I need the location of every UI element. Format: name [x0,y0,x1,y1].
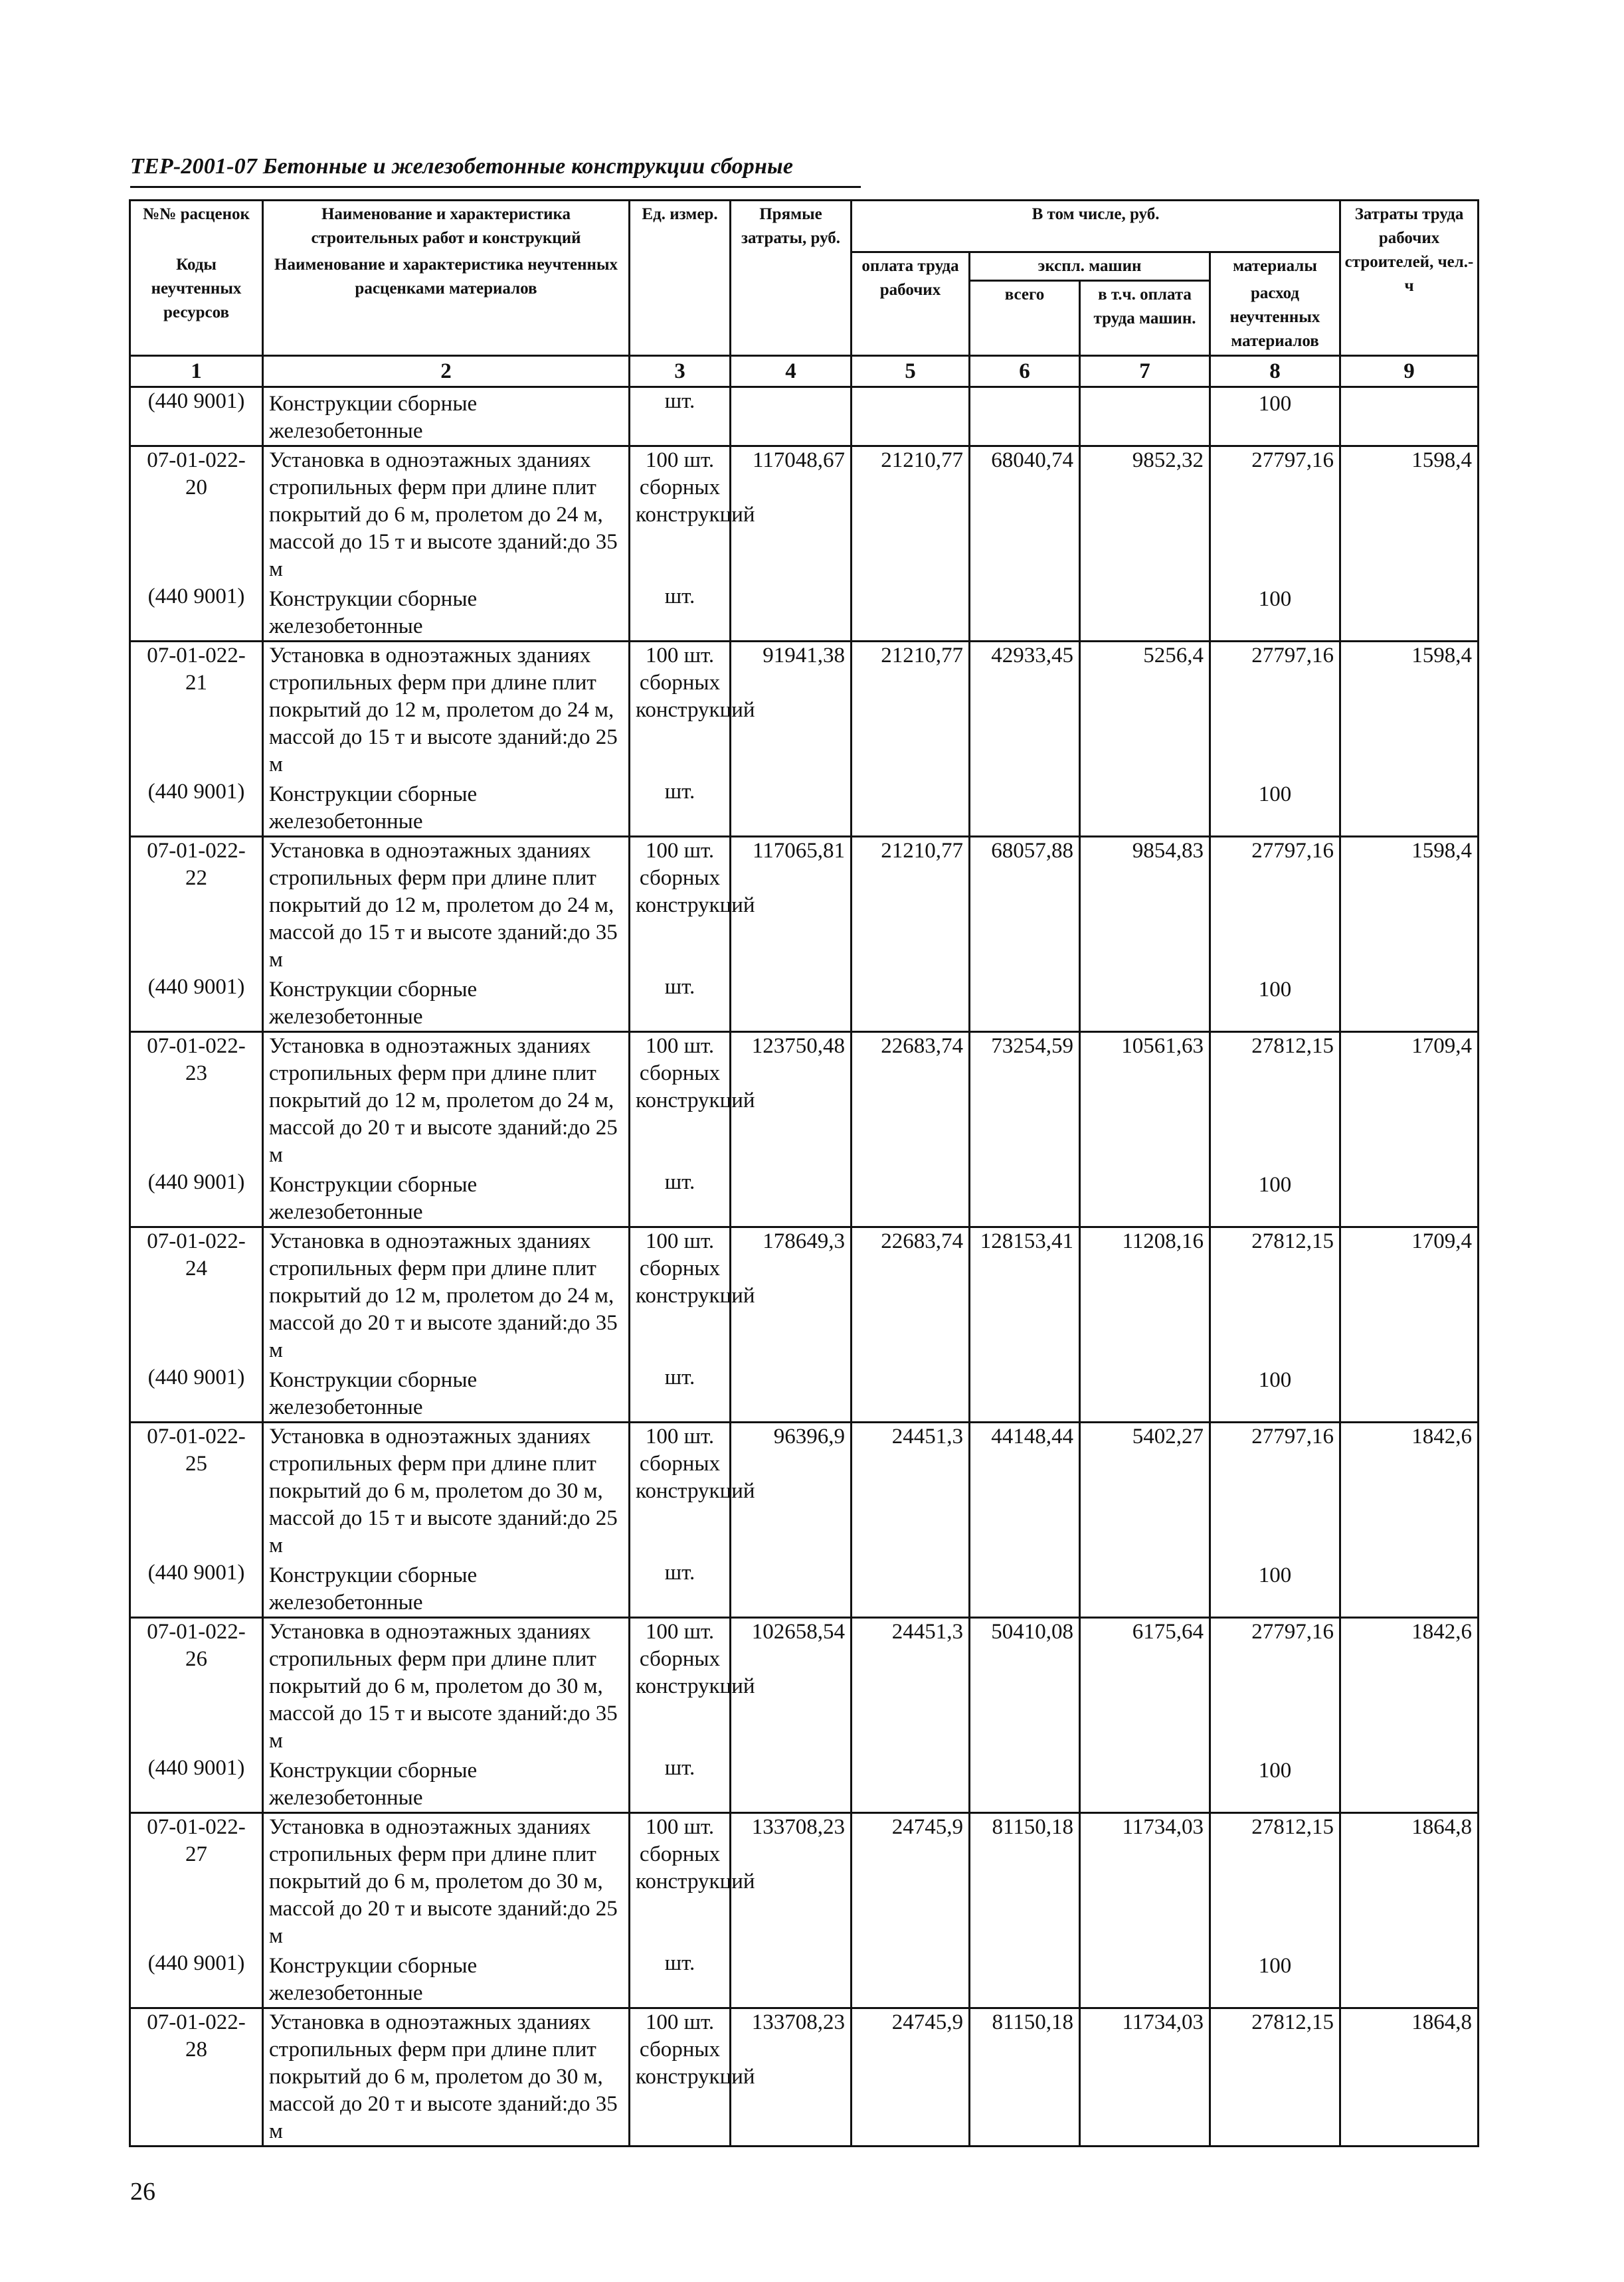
empty-cell [731,778,852,837]
empty-cell [1080,778,1210,837]
column-number: 2 [263,356,630,387]
direct-costs: 178649,3 [731,1227,852,1365]
materials-cost: 27812,15 [1210,1227,1340,1365]
work-description: Установка в одноэтажных зданиях стропильных ферм при длине плит покрытий до 6 м, пролетом до 24 м, массой до 15 т и высоте зданий:до 35 м [263,446,630,584]
empty-cell [1080,974,1210,1032]
labor-hours: 1864,8 [1340,1813,1479,1951]
direct-costs: 133708,23 [731,1813,852,1951]
header-direct-costs: Прямые затраты, руб. [731,201,852,356]
resource-code: (440 9001) [130,1559,263,1618]
machines-total: 68040,74 [970,446,1080,584]
material-consumption: 100 [1210,387,1340,446]
machinist-wages: 10561,63 [1080,1032,1210,1170]
material-description: Конструкции сборные железобетонные [263,1950,630,2008]
resource-code: (440 9001) [130,1169,263,1227]
empty-cell [852,778,970,837]
table-body [130,387,1479,2147]
machines-total: 128153,41 [970,1227,1080,1365]
rate-code: 07-01-022-24 [130,1227,263,1365]
rates-table [129,199,1479,2147]
materials-cost: 27812,15 [1210,1032,1340,1170]
resource-code: (440 9001) [130,583,263,642]
unit-of-measure: шт. [630,1364,731,1423]
worker-wages: 22683,74 [852,1032,970,1170]
work-row [130,1618,1479,1755]
header-labor-hours: Затраты труда рабочих строителей, чел.-ч [1340,201,1479,356]
material-consumption: 100 [1210,1364,1340,1423]
header-worker-wages: оплата труда рабочих [852,252,970,356]
header-rate-number: №№ расценок [130,201,263,252]
machines-total: 81150,18 [970,2008,1080,2147]
empty-cell [852,1559,970,1618]
empty-cell [1080,1169,1210,1227]
materials-cost: 27812,15 [1210,2008,1340,2147]
work-description: Установка в одноэтажных зданиях стропильных ферм при длине плит покрытий до 6 м, пролетом до 30 м, массой до 20 т и высоте зданий:до 35 м [263,2008,630,2147]
machinist-wages: 11734,03 [1080,2008,1210,2147]
direct-costs: 117048,67 [731,446,852,584]
empty-cell [1340,974,1479,1032]
resource-row [130,778,1479,837]
rate-code: 07-01-022-22 [130,837,263,974]
labor-hours: 1598,4 [1340,446,1479,584]
work-row [130,1423,1479,1560]
empty-cell [731,1364,852,1423]
header-machinist-wages: в т.ч. оплата труда машин. [1080,280,1210,356]
header-resource-code: Коды неучтенных ресурсов [130,252,263,356]
machines-total: 44148,44 [970,1423,1080,1560]
materials-cost: 27797,16 [1210,1618,1340,1755]
unit-of-measure: 100 шт. сборных конструкций [630,1618,731,1755]
worker-wages: 24451,3 [852,1618,970,1755]
unit-of-measure: 100 шт. сборных конструкций [630,642,731,779]
empty-cell [1340,387,1479,446]
empty-cell [970,1755,1080,1813]
worker-wages: 21210,77 [852,446,970,584]
machinist-wages: 11208,16 [1080,1227,1210,1365]
resource-code: (440 9001) [130,778,263,837]
header-unit: Ед. измер. [630,201,731,356]
empty-cell [852,387,970,446]
header-material-name: Наименование и характеристика неучтенных расценками материалов [263,252,630,356]
empty-cell [970,1364,1080,1423]
empty-cell [1080,583,1210,642]
empty-cell [1340,1169,1479,1227]
column-number: 3 [630,356,731,387]
empty-cell [970,1169,1080,1227]
machinist-wages: 5402,27 [1080,1423,1210,1560]
work-description: Установка в одноэтажных зданиях стропильных ферм при длине плит покрытий до 6 м, пролетом до 30 м, массой до 15 т и высоте зданий:до 35 м [263,1618,630,1755]
unit-of-measure: 100 шт. сборных конструкций [630,2008,731,2147]
column-number: 9 [1340,356,1479,387]
resource-code: (440 9001) [130,1950,263,2008]
machines-total: 81150,18 [970,1813,1080,1951]
resource-code: (440 9001) [130,1755,263,1813]
empty-cell [731,1755,852,1813]
machines-total: 42933,45 [970,642,1080,779]
material-description: Конструкции сборные железобетонные [263,778,630,837]
work-row [130,2008,1479,2147]
material-description: Конструкции сборные железобетонные [263,387,630,446]
empty-cell [1080,1559,1210,1618]
rate-code: 07-01-022-21 [130,642,263,779]
worker-wages: 21210,77 [852,837,970,974]
header-machines: экспл. машин [970,252,1210,280]
empty-cell [731,1169,852,1227]
empty-cell [1080,1950,1210,2008]
machinist-wages: 5256,4 [1080,642,1210,779]
column-number: 5 [852,356,970,387]
resource-row [130,974,1479,1032]
labor-hours: 1709,4 [1340,1032,1479,1170]
empty-cell [731,583,852,642]
material-description: Конструкции сборные железобетонные [263,1364,630,1423]
materials-cost: 27797,16 [1210,1423,1340,1560]
unit-of-measure: шт. [630,1169,731,1227]
work-description: Установка в одноэтажных зданиях стропильных ферм при длине плит покрытий до 6 м, пролетом до 30 м, массой до 20 т и высоте зданий:до 25 м [263,1813,630,1951]
table-header [130,201,1479,387]
material-consumption: 100 [1210,974,1340,1032]
empty-cell [1080,387,1210,446]
empty-cell [731,387,852,446]
materials-cost: 27797,16 [1210,446,1340,584]
material-consumption: 100 [1210,1169,1340,1227]
unit-of-measure: 100 шт. сборных конструкций [630,1032,731,1170]
header-including: В том числе, руб. [852,201,1340,252]
rate-code: 07-01-022-20 [130,446,263,584]
header-materials: материалы [1210,252,1340,280]
labor-hours: 1842,6 [1340,1618,1479,1755]
machinist-wages: 9852,32 [1080,446,1210,584]
work-description: Установка в одноэтажных зданиях стропильных ферм при длине плит покрытий до 12 м, пролетом до 24 м, массой до 20 т и высоте зданий:до 35 м [263,1227,630,1365]
empty-cell [731,1950,852,2008]
column-number: 1 [130,356,263,387]
empty-cell [970,1950,1080,2008]
worker-wages: 24745,9 [852,1813,970,1951]
work-row [130,837,1479,974]
direct-costs: 91941,38 [731,642,852,779]
empty-cell [970,387,1080,446]
empty-cell [1340,1364,1479,1423]
material-description: Конструкции сборные железобетонные [263,1559,630,1618]
unit-of-measure: 100 шт. сборных конструкций [630,1227,731,1365]
labor-hours: 1598,4 [1340,642,1479,779]
worker-wages: 24745,9 [852,2008,970,2147]
resource-row [130,1169,1479,1227]
empty-cell [970,778,1080,837]
labor-hours: 1864,8 [1340,2008,1479,2147]
resource-row [130,387,1479,446]
header-rule [130,186,861,188]
resource-code: (440 9001) [130,387,263,446]
empty-cell [731,974,852,1032]
work-row [130,642,1479,779]
direct-costs: 96396,9 [731,1423,852,1560]
direct-costs: 117065,81 [731,837,852,974]
work-row [130,1227,1479,1365]
direct-costs: 123750,48 [731,1032,852,1170]
unit-of-measure: шт. [630,974,731,1032]
empty-cell [852,1169,970,1227]
unit-of-measure: шт. [630,583,731,642]
machinist-wages: 6175,64 [1080,1618,1210,1755]
empty-cell [970,974,1080,1032]
header-machines-total: всего [970,280,1080,356]
direct-costs: 133708,23 [731,2008,852,2147]
column-number: 8 [1210,356,1340,387]
column-number: 7 [1080,356,1210,387]
materials-cost: 27797,16 [1210,642,1340,779]
resource-code: (440 9001) [130,974,263,1032]
work-row [130,1032,1479,1170]
labor-hours: 1842,6 [1340,1423,1479,1560]
empty-cell [852,974,970,1032]
work-description: Установка в одноэтажных зданиях стропильных ферм при длине плит покрытий до 12 м, пролетом до 24 м, массой до 15 т и высоте зданий:до 25 м [263,642,630,779]
unit-of-measure: 100 шт. сборных конструкций [630,1813,731,1951]
machines-total: 73254,59 [970,1032,1080,1170]
empty-cell [1340,1755,1479,1813]
empty-cell [1340,778,1479,837]
empty-cell [852,1755,970,1813]
resource-row [130,583,1479,642]
header-work-name: Наименование и характеристика строительных работ и конструкций [263,201,630,252]
page-number: 26 [130,2178,155,2206]
empty-cell [852,1950,970,2008]
work-description: Установка в одноэтажных зданиях стропильных ферм при длине плит покрытий до 6 м, пролетом до 30 м, массой до 15 т и высоте зданий:до 25 м [263,1423,630,1560]
column-number: 6 [970,356,1080,387]
materials-cost: 27812,15 [1210,1813,1340,1951]
direct-costs: 102658,54 [731,1618,852,1755]
worker-wages: 22683,74 [852,1227,970,1365]
empty-cell [1340,1950,1479,2008]
empty-cell [1080,1364,1210,1423]
resource-row [130,1364,1479,1423]
rate-code: 07-01-022-26 [130,1618,263,1755]
material-description: Конструкции сборные железобетонные [263,974,630,1032]
materials-cost: 27797,16 [1210,837,1340,974]
machines-total: 50410,08 [970,1618,1080,1755]
header-material-consumption: расход неучтенных материалов [1210,280,1340,356]
work-description: Установка в одноэтажных зданиях стропильных ферм при длине плит покрытий до 12 м, пролетом до 24 м, массой до 20 т и высоте зданий:до 25 м [263,1032,630,1170]
unit-of-measure: шт. [630,1559,731,1618]
empty-cell [970,1559,1080,1618]
resource-code: (440 9001) [130,1364,263,1423]
unit-of-measure: 100 шт. сборных конструкций [630,1423,731,1560]
material-description: Конструкции сборные железобетонные [263,1755,630,1813]
empty-cell [1340,1559,1479,1618]
empty-cell [731,1559,852,1618]
work-description: Установка в одноэтажных зданиях стропильных ферм при длине плит покрытий до 12 м, пролетом до 24 м, массой до 15 т и высоте зданий:до 35 м [263,837,630,974]
machines-total: 68057,88 [970,837,1080,974]
empty-cell [852,583,970,642]
resource-row [130,1755,1479,1813]
labor-hours: 1709,4 [1340,1227,1479,1365]
material-consumption: 100 [1210,1559,1340,1618]
worker-wages: 24451,3 [852,1423,970,1560]
empty-cell [852,1364,970,1423]
labor-hours: 1598,4 [1340,837,1479,974]
unit-of-measure: 100 шт. сборных конструкций [630,837,731,974]
material-description: Конструкции сборные железобетонные [263,583,630,642]
unit-of-measure: шт. [630,1755,731,1813]
material-consumption: 100 [1210,583,1340,642]
unit-of-measure: шт. [630,778,731,837]
worker-wages: 21210,77 [852,642,970,779]
resource-row [130,1950,1479,2008]
page-header-title: ТЕР-2001-07 Бетонные и железобетонные конструкции сборные [130,154,794,179]
machinist-wages: 9854,83 [1080,837,1210,974]
unit-of-measure: шт. [630,387,731,446]
material-description: Конструкции сборные железобетонные [263,1169,630,1227]
work-row [130,1813,1479,1951]
empty-cell [970,583,1080,642]
rate-code: 07-01-022-28 [130,2008,263,2147]
column-number: 4 [731,356,852,387]
empty-cell [1080,1755,1210,1813]
material-consumption: 100 [1210,1755,1340,1813]
empty-cell [1340,583,1479,642]
material-consumption: 100 [1210,1950,1340,2008]
machinist-wages: 11734,03 [1080,1813,1210,1951]
rate-code: 07-01-022-25 [130,1423,263,1560]
unit-of-measure: 100 шт. сборных конструкций [630,446,731,584]
work-row [130,446,1479,584]
unit-of-measure: шт. [630,1950,731,2008]
rate-code: 07-01-022-27 [130,1813,263,1951]
resource-row [130,1559,1479,1618]
material-consumption: 100 [1210,778,1340,837]
rate-code: 07-01-022-23 [130,1032,263,1170]
